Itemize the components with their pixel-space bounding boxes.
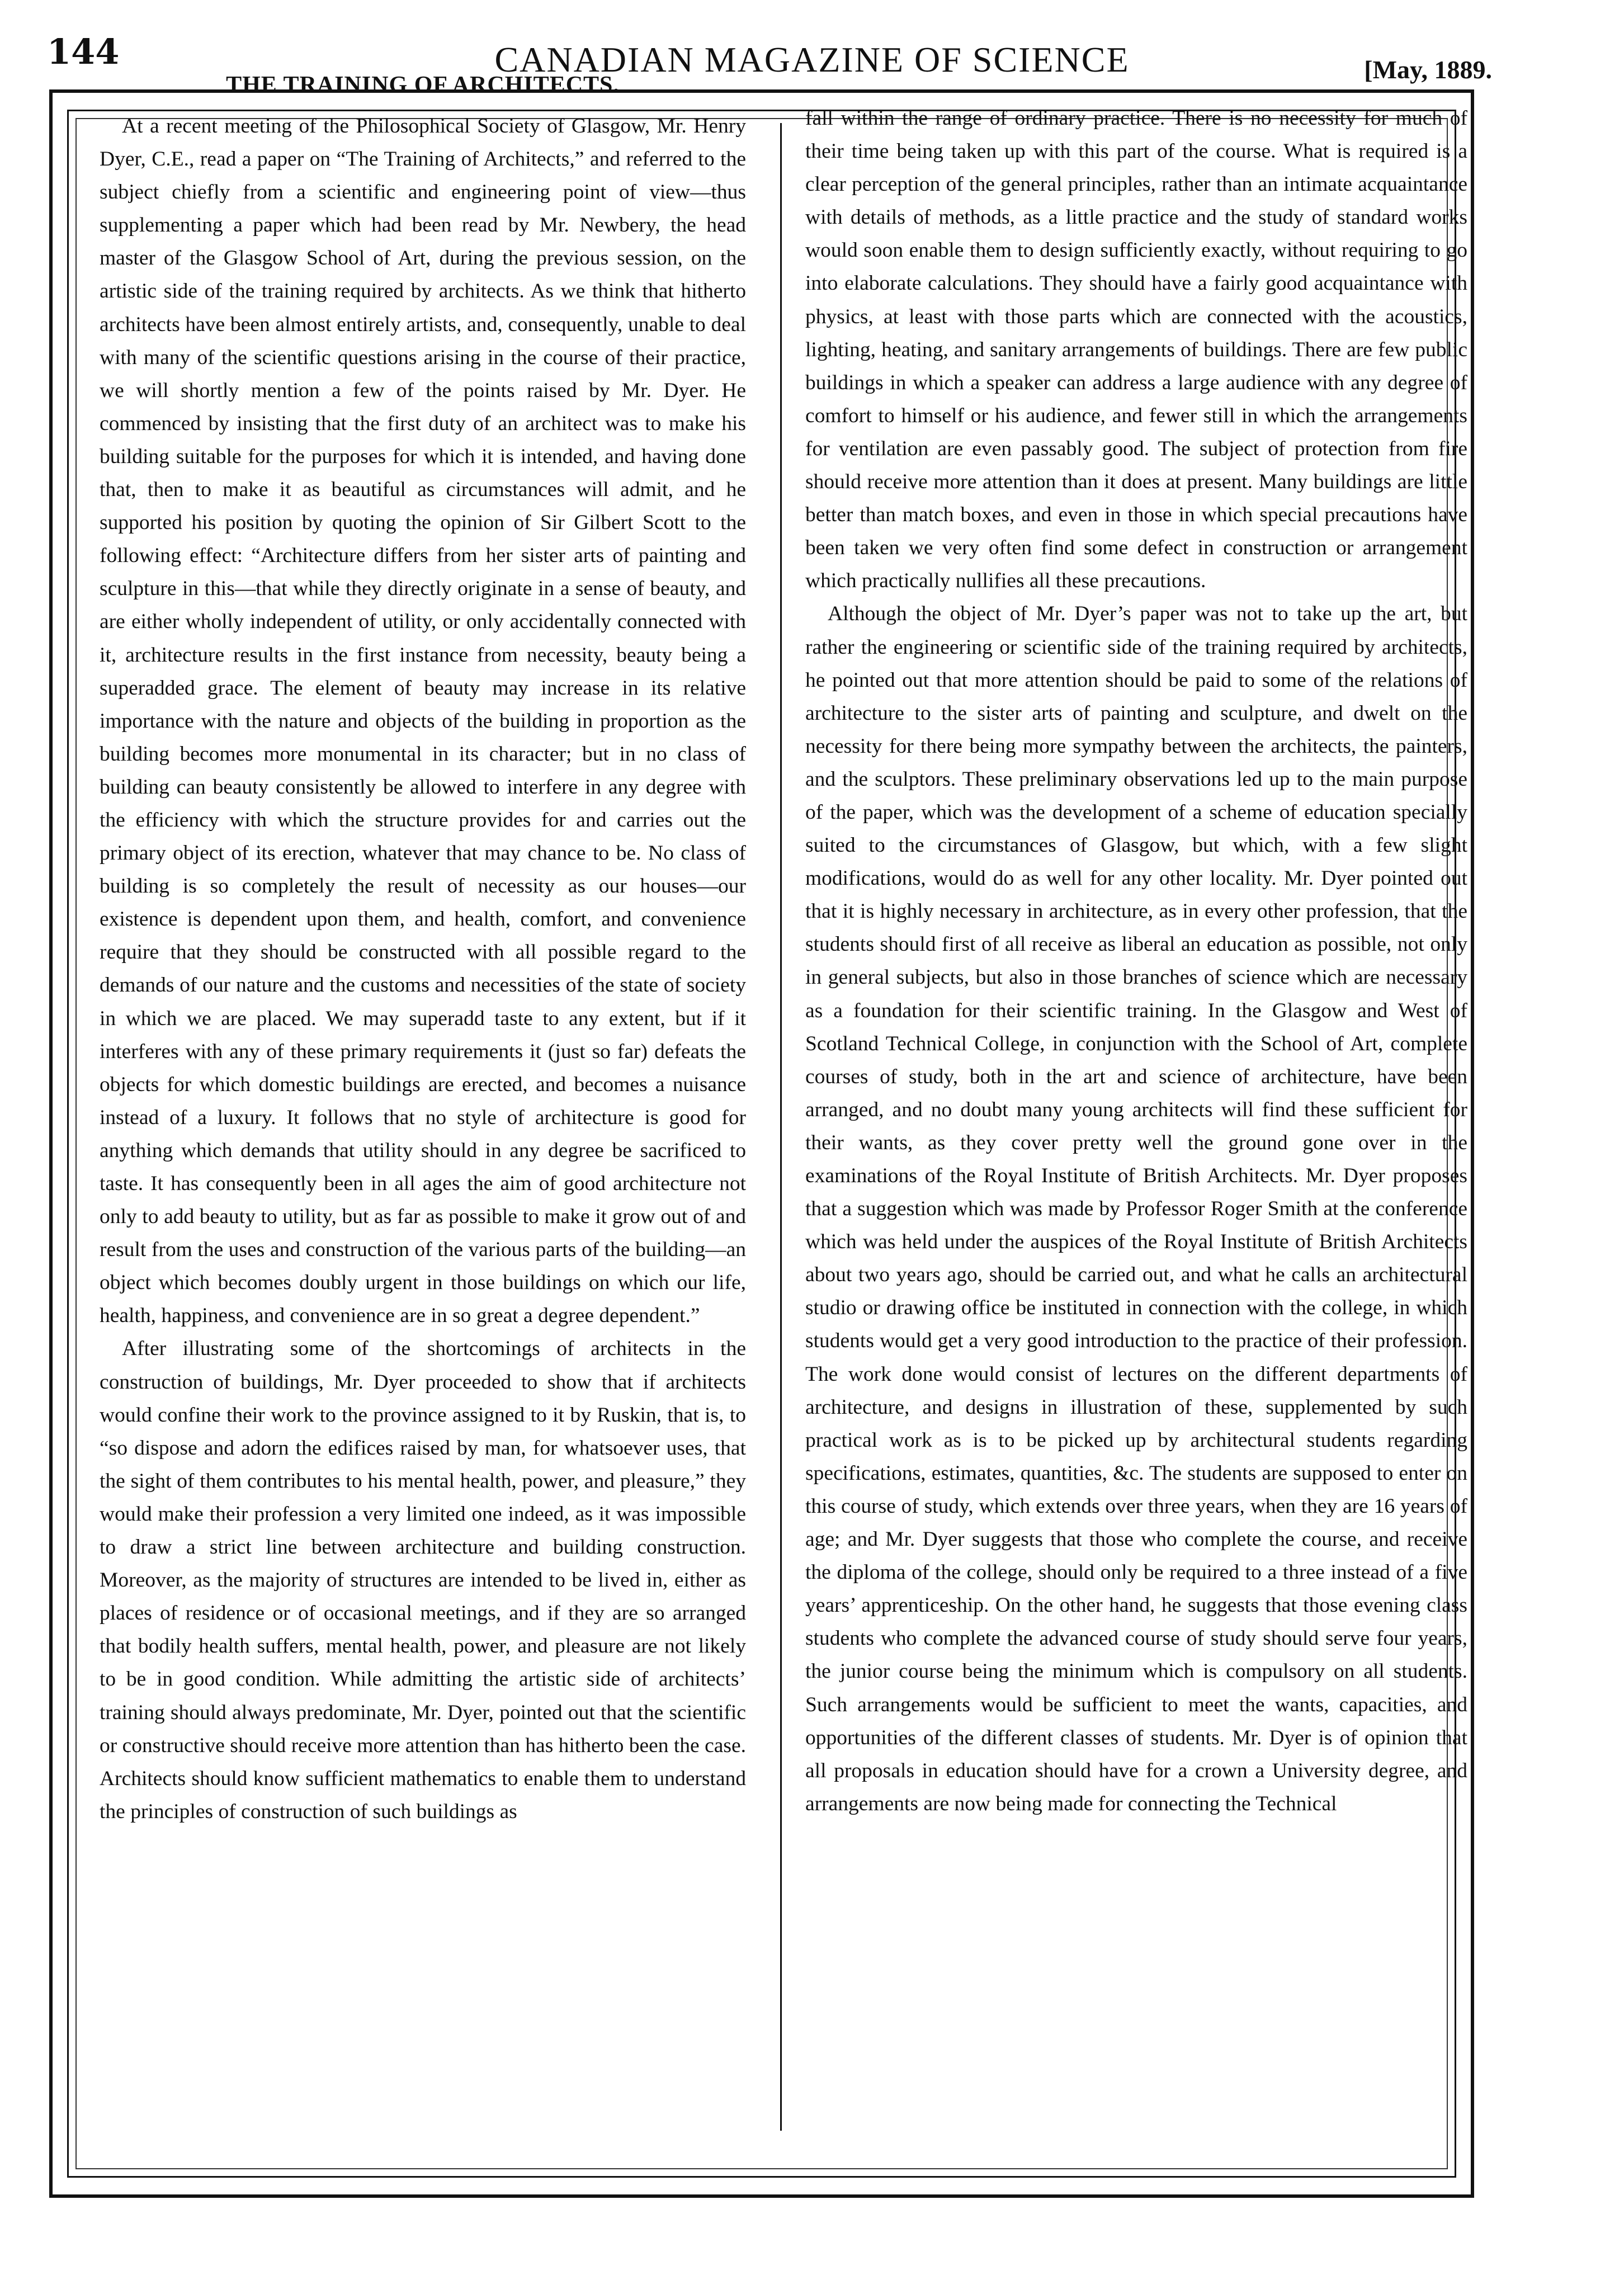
paragraph: Although the object of Mr. Dyer’s paper was not to take up the art, but rather the engineering or scientific side of the training required by architects, he pointed out that more attention should be paid to some of the relations of architecture to the sister arts of painting and sculpture, and dwelt on the necessity for there being more sympathy between the architects, the painters, and the sculptors. These preliminary observations led up to the main purpose of the paper, which was the development of a scheme of education specially suited to the circumstances of Glasgow, but which, with a few slight modifications, would do as well for any other locality. Mr. Dyer pointed out that it is highly necessary in architecture, as in every other profession, that the students should first of all receive as liberal an education as possible, not only in general subjects, but also in those branches of science which are necessary as a foundation for their scientific training. In the Glasgow and West of Scotland Technical College, in conjunction with the School of Art, complete courses of study, both in the art and science of architecture, have been arranged, and no doubt many young architects will find these sufficient for their wants, as they cover pretty well the ground gone over in the examinations of the Royal Institute of British Architects. Mr. Dyer proposes that a suggestion which was made by Professor Roger Smith at the conference which was held under the auspices of the Royal Institute of British Architects about two years ago, should be carried out, and what he calls an architectural studio or drawing office be instituted in connection with the college, in which students would get a very good introduction to the practice of their profession. The work done would consist of lectures on the different departments of architecture, and designs in illustration of these, supplemented by such practical work as is to be picked up by architectural students regarding specifications, estimates, quantities, &c. The students are supposed to enter on this course of study, which extends over three years, when they are 16 years of age; and Mr. Dyer suggests that those who complete the course, and receive the diploma of the college, should only be required to a three instead of a five years’ apprenticeship. On the other hand, he suggests that those evening class students who complete the advanced course of study should serve four years, the junior course being the minimum which is compulsory on all students. Such arrangements would be sufficient to meet the wants, capacities, and opportunities of the different classes of students. Mr. Dyer is of opinion that all proposals in education should have for a crown a University degree, and arrangements are now being made for connecting the Technical bbox=[805, 602, 1467, 1815]
paragraph: After illustrating some of the shortcomings of architects in the construction of buildings, Mr. Dyer proceeded to show that if architects would confine their work to the province assigned to it by Ruskin, that is, to “so dispose and adorn the edifices raised by man, for whatsoever uses, that the sight of them contributes to his mental health, power, and pleasure,” they would make their profession a very limited one indeed, as it was impossible to draw a strict line between architecture and building construction. Moreover, as the majority of structures are intended to be lived in, either as places of residence or of occasional meetings, and if they are so arranged that bodily health suffers, mental health, power, and pleasure are not likely to be in good condition. While admitting the artistic side of architects’ training should always predominate, Mr. Dyer, pointed out that the scientific or constructive should receive more attention than has hitherto been the case. Architects should know sufficient mathematics to enable them to understand the principles of construction of such buildings as bbox=[100, 1337, 746, 1823]
journal-title: CANADIAN MAGAZINE OF SCIENCE bbox=[494, 40, 1130, 79]
column-divider bbox=[780, 123, 782, 2131]
issue-date: [May, 1889. bbox=[1364, 55, 1492, 84]
article-title: THE TRAINING OF ARCHITECTS. bbox=[226, 72, 620, 98]
left-column bbox=[100, 60, 746, 2046]
paragraph: At a recent meeting of the Philosophical Society of Glasgow, Mr. Henry Dyer, C.E., read a paper on “The Training of Architects,” and referred to the subject chiefly from a scientific and engineering point of view—thus supplementing a paper which had been read by Mr. Newbery, the head master of the Glasgow School of Art, during the previous session, on the artistic side of the training required by architects. As we think that hitherto architects have been almost entirely artists, and, consequently, unable to deal with many of the scientific questions arising in the course of their practice, we will shortly mention a few of the points raised by Mr. Dyer. He commenced by insisting that the first duty of an architect was to make his building suitable for the purposes for which it is intended, and having done that, then to make it as beautiful as circumstances will admit, and he supported his position by quoting the opinion of Sir Gilbert Scott to the following effect: “Architecture differs from her sister arts of painting and sculpture in this—that while they directly originate in a sense of beauty, and are either wholly independent of utility, or only accidentally connected with it, architecture results in the first instance from necessity, beauty being a superadded grace. The element of beauty may increase in its relative importance with the nature and objects of the building in proportion as the building becomes more monumental in its character; but in no class of building can beauty consistently be allowed to interfere in any degree with the efficiency with which the structure provides for and carries out the primary object of its erection, whatever that may chance to be. No class of building is so completely the result of necessity as our houses—our existence is dependent upon them, and health, comfort, and convenience require that they should be constructed with all possible regard to the demands of our nature and the customs and necessities of the state of society in which we are placed. We may superadd taste to any extent, but if it interferes with any of these primary requirements it (just so far) defeats the objects for which domestic buildings are erected, and becomes a nuisance instead of a luxury. It follows that no style of architecture is good for anything which demands that utility should in any degree be sacrificed to taste. It has consequently been in all ages the aim of good architecture not only to add beauty to utility, but as far as possible to make it grow out of and result from the uses and construction of the various parts of the building—an object which becomes doubly urgent in those buildings on which our life, health, happiness, and convenience are in so great a degree dependent.” bbox=[100, 115, 746, 1328]
page-number: 144 bbox=[47, 31, 120, 72]
right-column bbox=[805, 102, 1467, 2046]
paragraph: fall within the range of ordinary practice. There is no necessity for much of their time being taken up with this part of the course. What is required is a clear perception of the general principles, rather than an intimate acquaintance with details of methods, as a little practice and the study of standard works would soon enable them to design sufficiently exactly, without requiring to go into elaborate calculations. They should have a fairly good acquaintance with physics, at least with those parts which are connected with the acoustics, lighting, heating, and sanitary arrangements of buildings. There are few public buildings in which a speaker can address a large audience with any degree of comfort to himself or his audience, and fewer still in which the arrangements for ventilation are even passably good. The subject of protection from fire should receive more attention than it does at present. Many buildings are little better than match boxes, and even in those in which special precautions have been taken we very often find some defect in construction or arrangement which practically nullifies all these precautions. bbox=[805, 107, 1467, 593]
